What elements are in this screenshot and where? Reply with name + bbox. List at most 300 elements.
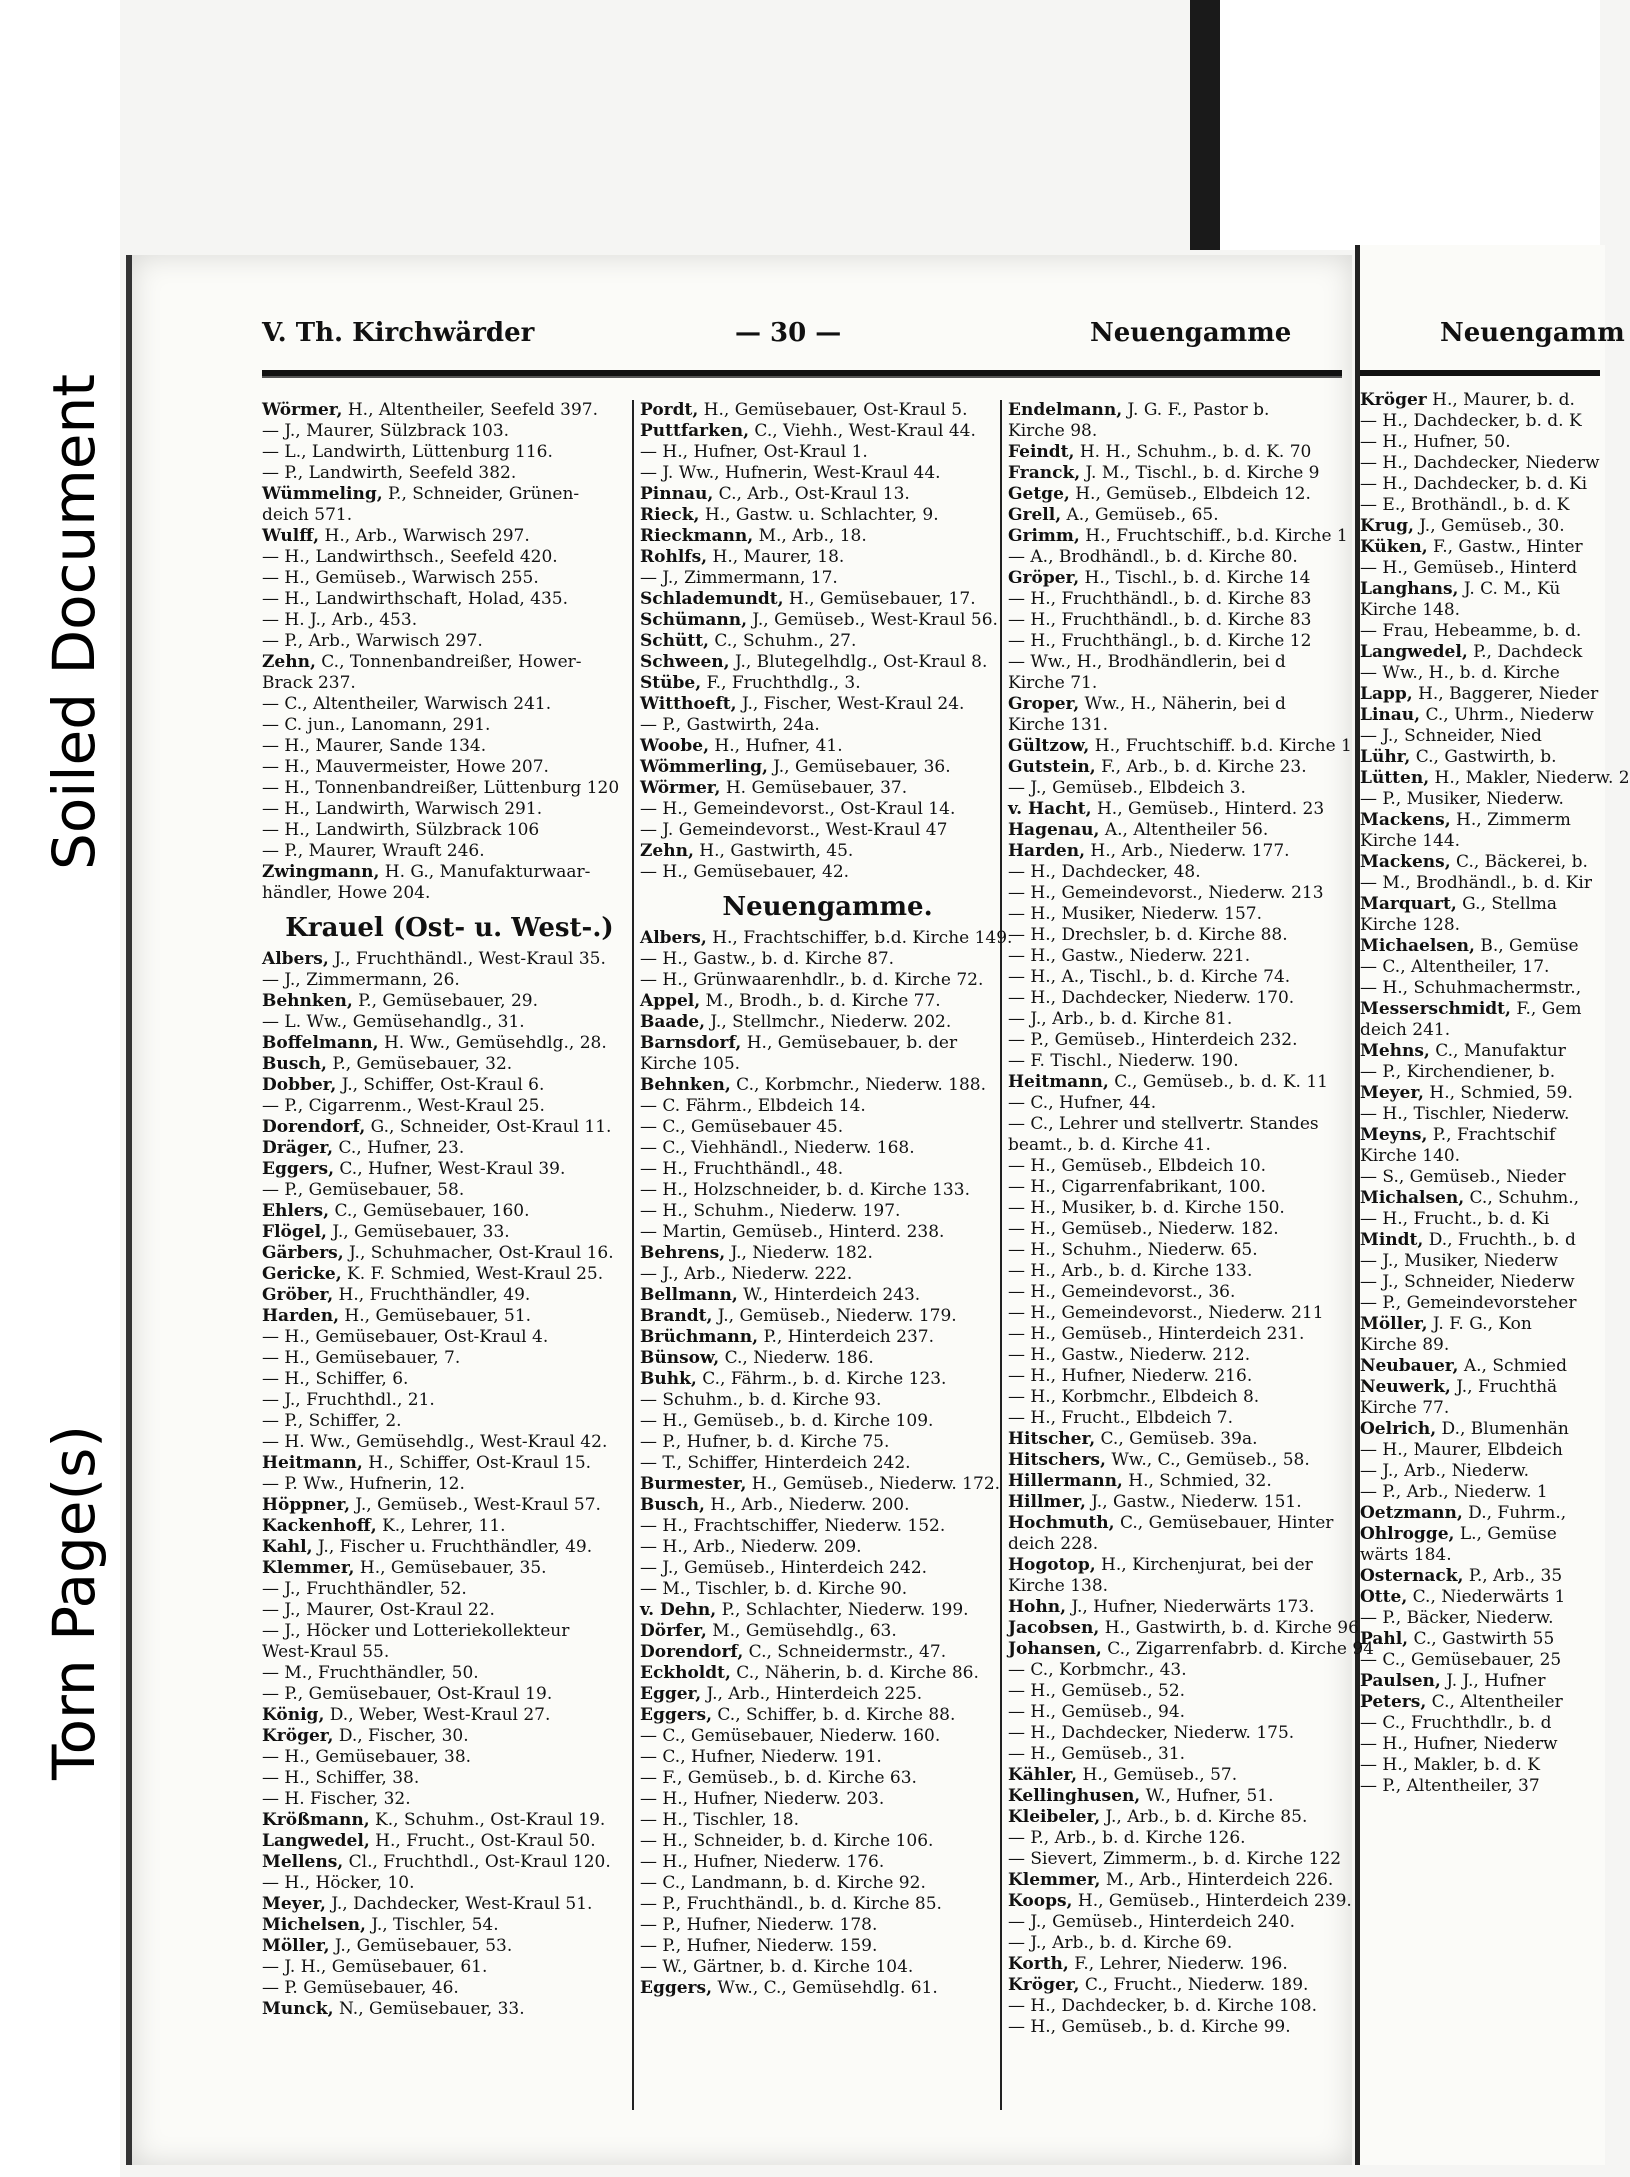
entry-details: — H., Gastw., b. d. Kirche 87. [640, 949, 895, 969]
entry-details: — C., Hufner, Niederw. 191. [640, 1747, 882, 1767]
entry-details: — Ww., H., Brodhändlerin, bei d [1008, 652, 1286, 672]
directory-entry [640, 970, 1015, 991]
directory-entry [262, 400, 637, 421]
directory-entry [640, 631, 1015, 652]
directory-entry [262, 1600, 637, 1621]
directory-entry [1008, 694, 1348, 715]
directory-entry [640, 442, 1015, 463]
entry-details: C., Gemüseb. 39a. [1095, 1429, 1258, 1449]
entry-details: P., Arb., 35 [1463, 1566, 1563, 1586]
entry-surname: Endelmann, [1008, 400, 1123, 420]
directory-entry [1360, 1587, 1600, 1608]
entry-details: — J., Fruchthändler, 52. [262, 1579, 467, 1599]
directory-entry [640, 1810, 1015, 1831]
entry-details: — T., Schiffer, Hinterdeich 242. [640, 1453, 911, 1473]
section-heading: Neuengamme. [722, 892, 933, 922]
directory-entry [1008, 715, 1348, 736]
entry-details: — J., Arb., Niederw. 222. [640, 1264, 853, 1284]
entry-details: H., Gemüsebauer, 51. [339, 1306, 532, 1326]
directory-entry [640, 589, 1015, 610]
entry-details: — H., Arb., Niederw. 209. [640, 1537, 862, 1557]
entry-details: — H., Dachdecker, Niederw [1360, 453, 1600, 473]
entry-details: K., Lehrer, 11. [376, 1516, 506, 1536]
entry-details: — P., Bäcker, Niederw. [1360, 1608, 1554, 1628]
directory-entry [1360, 999, 1600, 1020]
entry-details: J. G. F., Pastor b. [1122, 400, 1270, 420]
directory-entry [262, 1768, 637, 1789]
entry-details: — J., Maurer, Ost-Kraul 22. [262, 1600, 495, 1620]
entry-details: H. Ww., Gemüsehdlg., 28. [378, 1033, 607, 1053]
entry-details: — C., Altentheiler, Warwisch 241. [262, 694, 552, 714]
entry-details: — C., Fruchthdlr., b. d [1360, 1713, 1552, 1733]
entry-surname: Buhk, [640, 1369, 697, 1389]
entry-surname: Meyns, [1360, 1125, 1428, 1145]
entry-details: H., Fruchtschiff. b.d. Kirche 1 [1089, 736, 1352, 756]
directory-entry [640, 1180, 1015, 1201]
entry-details: — H., Hufner, Ost-Kraul 1. [640, 442, 868, 462]
directory-entry [262, 1474, 637, 1495]
directory-entry [262, 1327, 637, 1348]
entry-details: — H., Fruchthändl., b. d. Kirche 83 [1008, 589, 1312, 609]
entry-details: — H., Gemüseb., b. d. Kirche 109. [640, 1411, 934, 1431]
directory-entry [1008, 526, 1348, 547]
directory-entry [1360, 1545, 1600, 1566]
directory-entry [640, 1453, 1015, 1474]
directory-entry [1360, 390, 1600, 411]
directory-entry [1360, 1293, 1600, 1314]
entry-details: J., Gemüseb., West-Kraul 57. [350, 1495, 601, 1515]
entry-details: H., Gemüsebauer, 17. [783, 589, 976, 609]
entry-surname: Witthoeft, [640, 694, 737, 714]
entry-surname: Kleibeler, [1008, 1807, 1101, 1827]
directory-entry [262, 694, 637, 715]
entry-surname: Mackens, [1360, 810, 1451, 830]
entry-details: — H., Gemüseb., 31. [1008, 1744, 1186, 1764]
entry-surname: Johansen, [1008, 1639, 1102, 1659]
entry-surname: Albers, [640, 928, 707, 948]
entry-details: K., Schuhm., Ost-Kraul 19. [369, 1810, 606, 1830]
directory-entry [262, 1201, 637, 1222]
entry-details: — H., Dachdecker, 48. [1008, 862, 1201, 882]
directory-entry [1008, 1912, 1348, 1933]
entry-details: Ww., H., Näherin, bei d [1079, 694, 1286, 714]
directory-entry [1008, 673, 1348, 694]
directory-entry [640, 1621, 1015, 1642]
entry-surname: Gröper, [1008, 568, 1080, 588]
entry-surname: v. Dehn, [640, 1600, 717, 1620]
entry-details: — C., Hufner, 44. [1008, 1093, 1157, 1113]
directory-entry [262, 1369, 637, 1390]
directory-entry [1008, 1933, 1348, 1954]
entry-details: H., Tischl., b. d. Kirche 14 [1079, 568, 1311, 588]
entry-details: J., Schuhmacher, Ost-Kraul 16. [343, 1243, 614, 1263]
directory-entry [1360, 1776, 1600, 1797]
directory-entry [640, 1411, 1015, 1432]
entry-details: — H., Holzschneider, b. d. Kirche 133. [640, 1180, 970, 1200]
entry-surname: Langwedel, [262, 1831, 370, 1851]
directory-entry [640, 1285, 1015, 1306]
entry-details: C., Zigarrenfabrb. d. Kirche 94 [1101, 1639, 1374, 1659]
directory-column-1 [262, 400, 637, 2020]
entry-details: — H., A., Tischl., b. d. Kirche 74. [1008, 967, 1291, 987]
entry-surname: Zwingmann, [262, 862, 380, 882]
entry-surname: Kähler, [1008, 1765, 1078, 1785]
entry-surname: Woobe, [640, 736, 710, 756]
section-heading: Krauel (Ost- u. West-.) [285, 913, 614, 943]
entry-details: J., Stellmchr., Niederw. 202. [705, 1012, 952, 1032]
directory-entry [1008, 1324, 1348, 1345]
directory-entry [1360, 1671, 1600, 1692]
directory-entry [262, 1747, 637, 1768]
directory-entry [1008, 1156, 1348, 1177]
entry-details: H., Arb., Niederw. 177. [1085, 841, 1290, 861]
entry-details: — H., Drechsler, b. d. Kirche 88. [1008, 925, 1288, 945]
directory-entry [1360, 411, 1600, 432]
entry-details: — J., Schneider, Niederw [1360, 1272, 1575, 1292]
directory-entry [1360, 1251, 1600, 1272]
entry-details: H., Hufner, 41. [709, 736, 843, 756]
directory-entry [640, 1348, 1015, 1369]
right-page-column [1360, 390, 1630, 1797]
entry-details: — L. Ww., Gemüsehandlg., 31. [262, 1012, 525, 1032]
directory-entry [1008, 1870, 1348, 1891]
entry-details: H., Schiffer, Ost-Kraul 15. [362, 1453, 592, 1473]
entry-details: H., Altentheiler, Seefeld 397. [342, 400, 598, 420]
entry-details: D., Fuhrm., [1462, 1503, 1567, 1523]
directory-entry [1008, 988, 1348, 1009]
entry-details: — P., Hufner, Niederw. 159. [640, 1936, 878, 1956]
directory-entry [262, 1894, 637, 1915]
entry-details: — H., Gemeindevorst., Niederw. 213 [1008, 883, 1324, 903]
directory-entry [1360, 1398, 1600, 1419]
directory-entry [640, 1033, 1015, 1054]
directory-entry [262, 1033, 637, 1054]
entry-surname: Dobber, [262, 1075, 337, 1095]
directory-entry [262, 1117, 637, 1138]
directory-entry [640, 820, 1015, 841]
entry-details: Cl., Fruchthdl., Ost-Kraul 120. [343, 1852, 611, 1872]
directory-entry [1008, 652, 1348, 673]
directory-entry [1360, 831, 1600, 852]
directory-entry [640, 757, 1015, 778]
directory-entry [1360, 1167, 1600, 1188]
entry-details: — J., Schneider, Nied [1360, 726, 1542, 746]
entry-details: — C., Gemüsebauer, 25 [1360, 1650, 1562, 1670]
entry-surname: Grimm, [1008, 526, 1080, 546]
entry-details: — H., Höcker, 10. [262, 1873, 415, 1893]
entry-details: — C., Korbmchr., 43. [1008, 1660, 1187, 1680]
entry-details: — H., Fruchthändl., b. d. Kirche 83 [1008, 610, 1312, 630]
header-left: V. Th. Kirchwärder [262, 318, 535, 348]
directory-entry [262, 778, 637, 799]
entry-details: — H., Maurer, Elbdeich [1360, 1440, 1563, 1460]
entry-details: — C., Landmann, b. d. Kirche 92. [640, 1873, 926, 1893]
entry-details: — F. Tischl., Niederw. 190. [1008, 1051, 1239, 1071]
entry-details: — J. Gemeindevorst., West-Kraul 47 [640, 820, 948, 840]
entry-details: — P., Hufner, b. d. Kirche 75. [640, 1432, 890, 1452]
directory-entry [1008, 421, 1348, 442]
entry-details: P., Gemüsebauer, 32. [326, 1054, 513, 1074]
entry-surname: Dorendorf, [640, 1642, 744, 1662]
directory-entry [1008, 904, 1348, 925]
entry-details: — C., Gemüsebauer 45. [640, 1117, 844, 1137]
directory-entry [1360, 789, 1600, 810]
entry-surname: Flögel, [262, 1222, 327, 1242]
entry-surname: Hohn, [1008, 1597, 1067, 1617]
entry-details: — H., Landwirthschaft, Holad, 435. [262, 589, 569, 609]
directory-entry [1008, 967, 1348, 988]
entry-details: C., Schiffer, b. d. Kirche 88. [712, 1705, 956, 1725]
directory-entry [640, 1831, 1015, 1852]
entry-details: J., Gemüseb., West-Kraul 56. [747, 610, 998, 630]
entry-surname: Paulsen, [1360, 1671, 1441, 1691]
entry-details: D., Blumenhän [1436, 1419, 1569, 1439]
directory-entry [1008, 610, 1348, 631]
directory-entry [640, 778, 1015, 799]
directory-entry [1008, 568, 1348, 589]
directory-entry [1008, 1240, 1348, 1261]
directory-entry [262, 1621, 637, 1642]
directory-entry [262, 1411, 637, 1432]
directory-entry [1008, 1597, 1348, 1618]
entry-details: C., Gemüsebauer, Hinter [1114, 1513, 1334, 1533]
entry-details: Brack 237. [262, 673, 356, 693]
entry-details: — A., Brodhändl., b. d. Kirche 80. [1008, 547, 1298, 567]
directory-entry [1360, 684, 1600, 705]
directory-entry [1360, 957, 1600, 978]
directory-entry [1008, 946, 1348, 967]
entry-details: — H., Mauvermeister, Howe 207. [262, 757, 549, 777]
entry-surname: Heitmann, [1008, 1072, 1109, 1092]
entry-details: — H., Schuhm., Niederw. 197. [640, 1201, 901, 1221]
entry-details: — P., Gastwirth, 24a. [640, 715, 820, 735]
directory-entry [262, 463, 637, 484]
entry-details: Kirche 140. [1360, 1146, 1461, 1166]
directory-entry [1360, 1734, 1600, 1755]
entry-surname: Krößmann, [262, 1810, 370, 1830]
entry-details: — H. Fischer, 32. [262, 1789, 411, 1809]
directory-entry [262, 715, 637, 736]
directory-entry [1360, 1692, 1600, 1713]
entry-surname: Schümann, [640, 610, 747, 630]
directory-entry [640, 694, 1015, 715]
directory-entry [262, 1936, 637, 1957]
entry-details: — H., Gemüsebauer, 38. [262, 1747, 472, 1767]
directory-entry [640, 1537, 1015, 1558]
entry-details: — H., Gemüseb., Hinterdeich 231. [1008, 1324, 1305, 1344]
directory-entry [1008, 1450, 1348, 1471]
entry-surname: Hillmer, [1008, 1492, 1086, 1512]
directory-entry [262, 883, 637, 904]
entry-details: C., Gastwirth 55 [1408, 1629, 1555, 1649]
entry-details: — P., Hufner, Niederw. 178. [640, 1915, 878, 1935]
directory-entry [262, 1537, 637, 1558]
directory-entry [1008, 484, 1348, 505]
entry-surname: Wulff, [262, 526, 320, 546]
entry-details: — H., Gemeindevorst., 36. [1008, 1282, 1236, 1302]
entry-details: — H., Frachtschiffer, Niederw. 152. [640, 1516, 946, 1536]
directory-entry [1360, 915, 1600, 936]
entry-details: Ww., C., Gemüseb., 58. [1105, 1450, 1310, 1470]
directory-entry [1008, 631, 1348, 652]
directory-entry [640, 1516, 1015, 1537]
entry-details: H., Gemüsebauer, Ost-Kraul 5. [698, 400, 968, 420]
entry-details: M., Gemüsehdlg., 63. [706, 1621, 897, 1641]
directory-entry [640, 1222, 1015, 1243]
entry-surname: Otte, [1360, 1587, 1408, 1607]
entry-details: C., Manufaktur [1429, 1041, 1566, 1061]
entry-details: J., Arb., Hinterdeich 225. [701, 1684, 923, 1704]
directory-entry [262, 1180, 637, 1201]
directory-entry [640, 1768, 1015, 1789]
entry-details: — J., Arb., b. d. Kirche 69. [1008, 1933, 1233, 1953]
directory-entry [640, 1138, 1015, 1159]
entry-details: — P., Musiker, Niederw. [1360, 789, 1564, 809]
entry-details: — J., Arb., b. d. Kirche 81. [1008, 1009, 1233, 1029]
entry-details: Kirche 148. [1360, 600, 1461, 620]
directory-entry [640, 715, 1015, 736]
entry-details: H. G., Manufakturwaar- [379, 862, 591, 882]
entry-details: C., Viehh., West-Kraul 44. [749, 421, 976, 441]
entry-details: J., Arb., b. d. Kirche 85. [1100, 1807, 1308, 1827]
directory-entry [1008, 1660, 1348, 1681]
directory-entry [262, 1831, 637, 1852]
entry-details: — Frau, Hebeamme, b. d. [1360, 621, 1582, 641]
entry-details: J., Fischer u. Fruchthändler, 49. [312, 1537, 593, 1557]
entry-details: — P., Cigarrenm., West-Kraul 25. [262, 1096, 545, 1116]
directory-entry [262, 589, 637, 610]
directory-entry [1008, 1072, 1348, 1093]
directory-entry [640, 1957, 1015, 1978]
directory-entry [262, 1285, 637, 1306]
directory-entry [262, 568, 637, 589]
directory-entry [1360, 1482, 1600, 1503]
directory-entry [1360, 516, 1600, 537]
entry-surname: Gröber, [262, 1285, 334, 1305]
directory-entry [1008, 1429, 1348, 1450]
directory-entry [1008, 1303, 1348, 1324]
directory-entry [640, 1012, 1015, 1033]
entry-surname: Hillermann, [1008, 1471, 1123, 1491]
right-header-rule [1360, 370, 1600, 376]
directory-entry [1360, 432, 1600, 453]
entry-details: — H., Schuhmachermstr., [1360, 978, 1582, 998]
directory-entry [640, 1390, 1015, 1411]
directory-entry [1008, 1198, 1348, 1219]
entry-details: — H., Musiker, b. d. Kirche 150. [1008, 1198, 1285, 1218]
entry-surname: Lapp, [1360, 684, 1413, 704]
entry-details: K. F. Schmied, West-Kraul 25. [341, 1264, 604, 1284]
directory-entry [1008, 1576, 1348, 1597]
entry-details: — H., Hufner, Niederw [1360, 1734, 1558, 1754]
entry-details: C., Hufner, West-Kraul 39. [334, 1159, 566, 1179]
entry-details: — H., Tischler, 18. [640, 1810, 800, 1830]
entry-details: J., Niederw. 182. [725, 1243, 873, 1263]
directory-entry [1008, 505, 1348, 526]
directory-entry [1008, 1534, 1348, 1555]
entry-details: C., Bäckerei, b. [1450, 852, 1588, 872]
entry-details: C., Gemüsebauer, 160. [329, 1201, 530, 1221]
directory-entry [262, 1684, 637, 1705]
entry-surname: Hitschers, [1008, 1450, 1106, 1470]
directory-entry [262, 1012, 637, 1033]
directory-entry [262, 757, 637, 778]
entry-details: W., Hinterdeich 243. [737, 1285, 921, 1305]
directory-entry [1360, 1461, 1600, 1482]
entry-surname: Krug, [1360, 516, 1414, 536]
directory-entry [1360, 1062, 1600, 1083]
entry-details: H., Arb., Warwisch 297. [319, 526, 530, 546]
directory-entry [1008, 1807, 1348, 1828]
directory-entry [1360, 1629, 1600, 1650]
directory-entry [640, 1936, 1015, 1957]
entry-details: — H., Hufner, Niederw. 203. [640, 1789, 885, 1809]
directory-entry [640, 1264, 1015, 1285]
entry-details: H., Gemüsebauer, 35. [354, 1558, 547, 1578]
directory-entry [1360, 474, 1600, 495]
directory-entry [262, 1915, 637, 1936]
entry-details: — J., Zimmermann, 17. [640, 568, 838, 588]
entry-details: — P., Landwirth, Seefeld 382. [262, 463, 517, 483]
entry-surname: Lütten, [1360, 768, 1430, 788]
directory-entry [262, 862, 637, 883]
directory-entry [1008, 1954, 1348, 1975]
entry-surname: Kackenhoff, [262, 1516, 377, 1536]
entry-details: F., Fruchthdlg., 3. [701, 673, 861, 693]
directory-entry [1008, 1114, 1348, 1135]
directory-entry [262, 1264, 637, 1285]
entry-details: M., Arb., 18. [753, 526, 867, 546]
directory-entry [1008, 757, 1348, 778]
entry-surname: Kröger, [262, 1726, 334, 1746]
entry-details: — H., Cigarrenfabrikant, 100. [1008, 1177, 1266, 1197]
entry-details: C., Korbmchr., Niederw. 188. [730, 1075, 986, 1095]
torn-pages-label: Torn Page(s) [40, 1425, 108, 1780]
entry-surname: Langwedel, [1360, 642, 1468, 662]
directory-entry [262, 1642, 637, 1663]
entry-details: C., Näherin, b. d. Kirche 86. [730, 1663, 979, 1683]
entry-details: C., Niederw. 186. [719, 1348, 874, 1368]
header-page-number: — 30 — [735, 318, 842, 348]
directory-entry [1360, 1146, 1600, 1167]
directory-entry [1008, 400, 1348, 421]
entry-surname: Meyer, [1360, 1083, 1424, 1103]
entry-surname: Kahl, [262, 1537, 313, 1557]
entry-surname: Rieckmann, [640, 526, 754, 546]
directory-column-2 [640, 400, 1015, 1999]
directory-entry [1008, 820, 1348, 841]
entry-details: deich 241. [1360, 1020, 1451, 1040]
entry-surname: v. Hacht, [1008, 799, 1092, 819]
directory-entry [640, 1243, 1015, 1264]
entry-details: — P., Arb., b. d. Kirche 126. [1008, 1828, 1246, 1848]
directory-entry [1360, 1125, 1600, 1146]
directory-entry [262, 841, 637, 862]
directory-entry [1008, 1639, 1374, 1660]
entry-surname: Mehns, [1360, 1041, 1430, 1061]
page-gutter-top [1190, 0, 1600, 250]
directory-entry [640, 799, 1015, 820]
entry-details: Kirche 89. [1360, 1335, 1450, 1355]
entry-surname: Brüchmann, [640, 1327, 759, 1347]
entry-details: C., Tonnenbandreißer, Hower- [315, 652, 582, 672]
entry-details: A., Altentheiler 56. [1099, 820, 1269, 840]
entry-details: — P., Altentheiler, 37 [1360, 1776, 1540, 1796]
entry-details: — H., Frucht., Elbdeich 7. [1008, 1408, 1234, 1428]
entry-surname: Boffelmann, [262, 1033, 379, 1053]
entry-details: — P., Fruchthändl., b. d. Kirche 85. [640, 1894, 942, 1914]
entry-surname: Meyer, [262, 1894, 326, 1914]
